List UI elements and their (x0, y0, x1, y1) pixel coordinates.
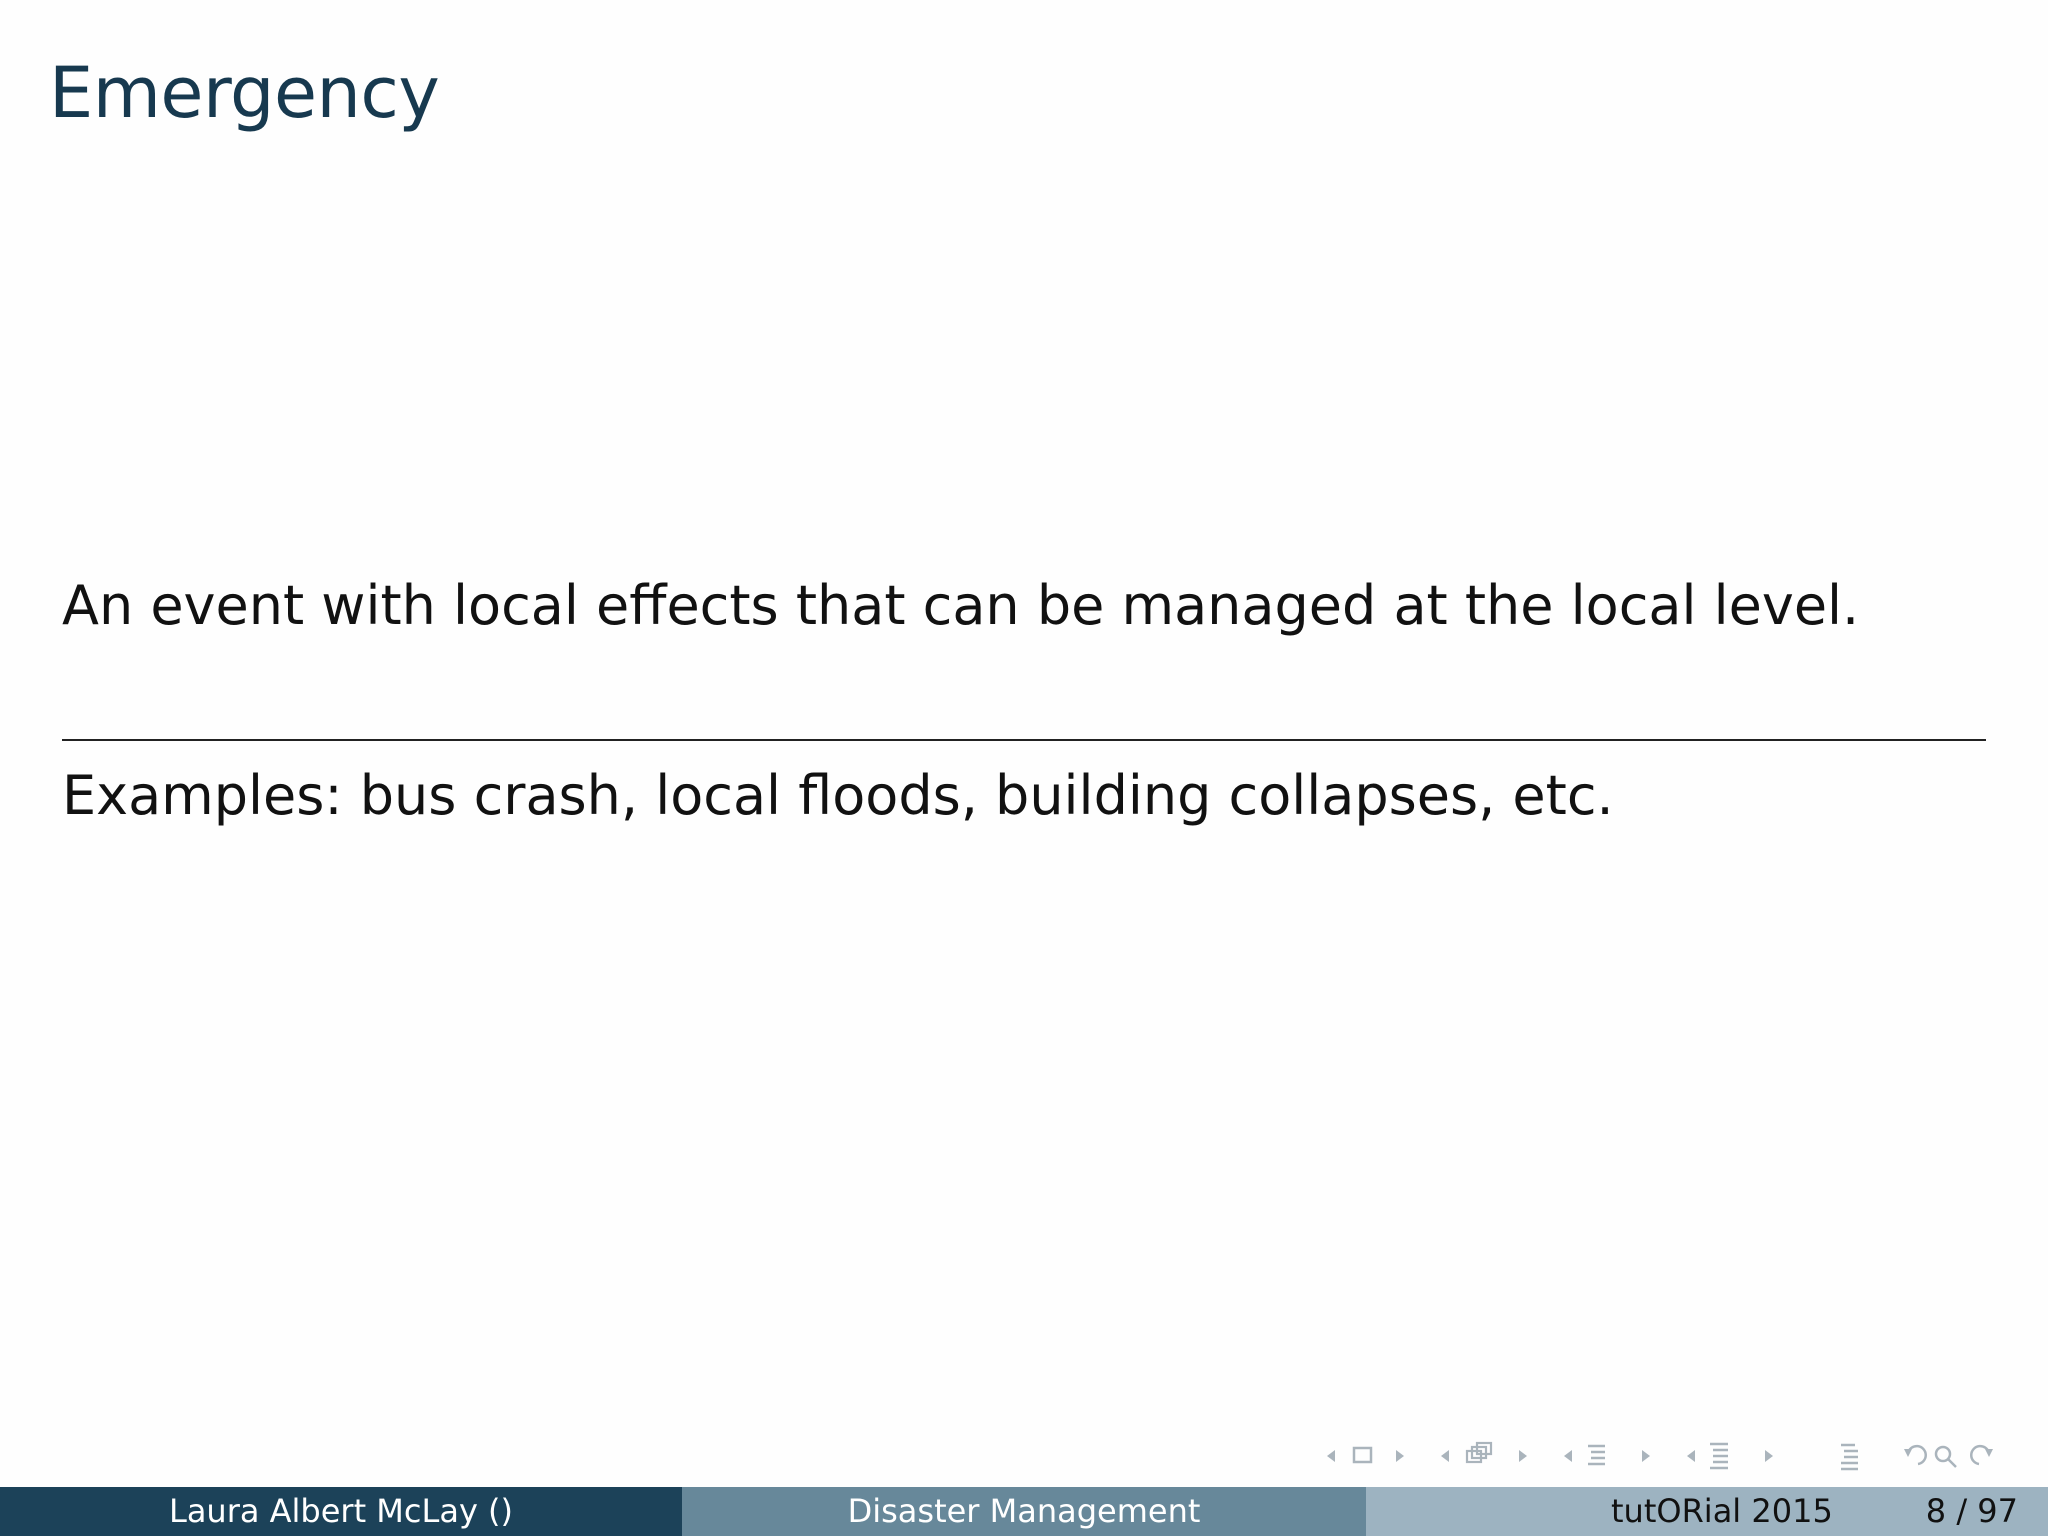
search-icon[interactable] (1936, 1447, 1956, 1467)
back-icon[interactable] (1904, 1446, 1926, 1464)
footer-author: Laura Albert McLay () (0, 1487, 682, 1536)
footer-right-panel (1366, 1487, 2048, 1536)
subsection-icon[interactable] (1467, 1443, 1491, 1462)
definition-text: An event with local effects that can be managed at the local level. (62, 574, 1860, 637)
document-icon[interactable] (1710, 1444, 1728, 1468)
footer-conference: tutORial 2015 (1611, 1492, 1833, 1530)
footer (0, 1487, 2048, 1536)
toc-icon[interactable] (1841, 1445, 1858, 1469)
next-section-arrow-icon[interactable] (1642, 1450, 1650, 1462)
prev-document-arrow-icon[interactable] (1687, 1450, 1695, 1462)
prev-section-arrow-icon[interactable] (1564, 1450, 1572, 1462)
next-subsection-arrow-icon[interactable] (1519, 1450, 1527, 1462)
forward-icon[interactable] (1971, 1446, 1993, 1464)
frame-icon[interactable] (1354, 1448, 1371, 1462)
slide-title: Emergency (49, 52, 440, 134)
prev-frame-arrow-icon[interactable] (1327, 1450, 1335, 1462)
page-total: 97 (1977, 1492, 2018, 1530)
page-separator: / (1956, 1492, 1968, 1530)
page-counter (1926, 1487, 2018, 1536)
next-document-arrow-icon[interactable] (1765, 1450, 1773, 1462)
footer-talk-title: Disaster Management (682, 1487, 1366, 1536)
navigation-bar (1310, 1437, 2040, 1475)
prev-subsection-arrow-icon[interactable] (1441, 1450, 1449, 1462)
horizontal-rule (62, 739, 1986, 741)
section-icon[interactable] (1588, 1446, 1605, 1464)
next-frame-arrow-icon[interactable] (1396, 1450, 1404, 1462)
examples-text: Examples: bus crash, local floods, building collapses, etc. (62, 764, 1614, 827)
page-current: 8 (1925, 1492, 1947, 1530)
